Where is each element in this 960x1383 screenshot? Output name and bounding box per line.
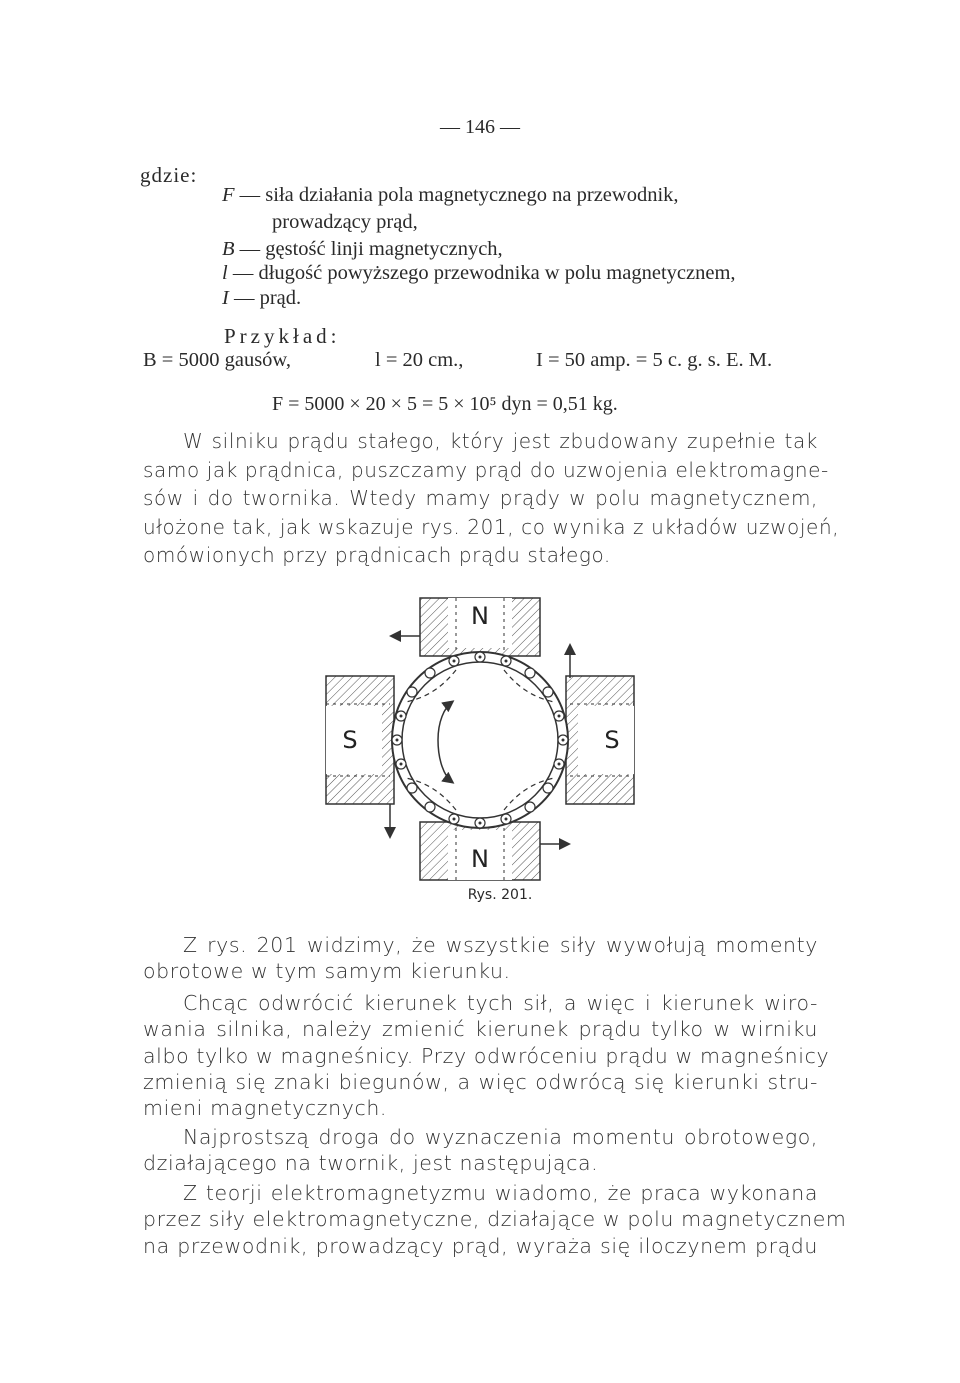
definition-text: — prąd. bbox=[233, 287, 302, 309]
symbol: B bbox=[222, 238, 235, 260]
text-line: ułożone tak, jak wskazuje rys. 201, co wynika z układów uzwojeń, bbox=[143, 514, 840, 539]
text-line: wania silnika, należy zmienić kierunek prądu tylko w wirniku bbox=[143, 1017, 818, 1042]
text-line: omówionych przy prądnicach prądu stałego. bbox=[143, 543, 611, 567]
definition-i bbox=[222, 287, 301, 310]
pole-label-right: S bbox=[604, 726, 620, 754]
paragraph-theory bbox=[143, 1180, 847, 1259]
definition-l bbox=[222, 262, 736, 285]
text-line: sów i do twornika. Wtedy mamy prądy w polu magnetycznem, bbox=[143, 486, 818, 510]
example-value-i: I = 50 amp. = 5 c. g. s. E. M. bbox=[536, 349, 773, 371]
text-line: zmienią się znaki biegunów, a więc odwrócą się kierunki stru- bbox=[143, 1069, 818, 1094]
definition-f bbox=[222, 184, 679, 207]
definition-b bbox=[222, 238, 503, 261]
pole-label-top: N bbox=[471, 602, 489, 630]
paragraph-forces bbox=[143, 932, 818, 985]
text-line: albo tylko w magneśnicy. Przy odwróceniu prądu w magneśnicy bbox=[143, 1043, 830, 1068]
paragraph-reverse bbox=[143, 990, 830, 1121]
pole-right bbox=[566, 676, 634, 804]
pole-label-left: S bbox=[342, 726, 358, 754]
text-line: W silniku prądu stałego, który jest zbudowany zupełnie tak bbox=[183, 429, 818, 453]
page-number: — 146 — bbox=[440, 116, 520, 138]
example-label: Przykład: bbox=[224, 324, 341, 348]
text-line: samo jak prądnica, puszczamy prąd do uzwojenia elektromagne- bbox=[143, 457, 829, 482]
text-line: Z rys. 201 widzimy, że wszystkie siły wywołują momenty bbox=[183, 933, 818, 957]
symbol: I bbox=[222, 287, 229, 309]
text-line: Z teorji elektromagnetyzmu wiadomo, że praca wykonana bbox=[183, 1181, 818, 1205]
figure-caption: Rys. 201. bbox=[467, 887, 533, 903]
text-line: obrotowe w tym samym kierunku. bbox=[143, 959, 511, 984]
paragraph-torque bbox=[143, 1124, 818, 1177]
pole-label-bottom: N bbox=[471, 845, 489, 873]
paragraph-motor bbox=[143, 427, 840, 570]
text-line: na przewodnik, prowadzący prąd, wyraża się iloczynem prądu bbox=[143, 1233, 818, 1258]
example-value-l: l = 20 cm., bbox=[375, 349, 464, 371]
definition-text: — siła działania pola magnetycznego na przewodnik, bbox=[239, 184, 679, 206]
text-line: działającego na twornik, jest następująca. bbox=[143, 1151, 599, 1176]
motor-field-figure bbox=[320, 590, 640, 890]
symbol: F bbox=[222, 184, 235, 206]
example-values bbox=[143, 349, 843, 377]
text-line: mieni magnetycznych. bbox=[143, 1096, 388, 1121]
armature-outer bbox=[392, 652, 568, 828]
pole-left bbox=[326, 676, 394, 804]
definitions-intro: gdzie: bbox=[140, 163, 198, 187]
text-line: Chcąc odwrócić kierunek tych sił, a więc i kierunek wiro- bbox=[183, 991, 818, 1015]
definition-text: — długość powyższego przewodnika w polu magnetycznem, bbox=[232, 262, 736, 284]
example-formula: F = 5000 × 20 × 5 = 5 × 10⁵ dyn = 0,51 kg. bbox=[272, 393, 618, 415]
symbol: l bbox=[222, 262, 228, 284]
definition-f-continued: prowadzący prąd, bbox=[272, 211, 418, 233]
text-line: przez siły elektromagnetyczne, działające w polu magnetycznem bbox=[143, 1207, 847, 1232]
text-line: Najprostszą droga do wyznaczenia momentu obrotowego, bbox=[183, 1125, 818, 1149]
example-value-b: B = 5000 gausów, bbox=[143, 349, 292, 371]
definition-text: — gęstość linji magnetycznych, bbox=[239, 238, 503, 260]
